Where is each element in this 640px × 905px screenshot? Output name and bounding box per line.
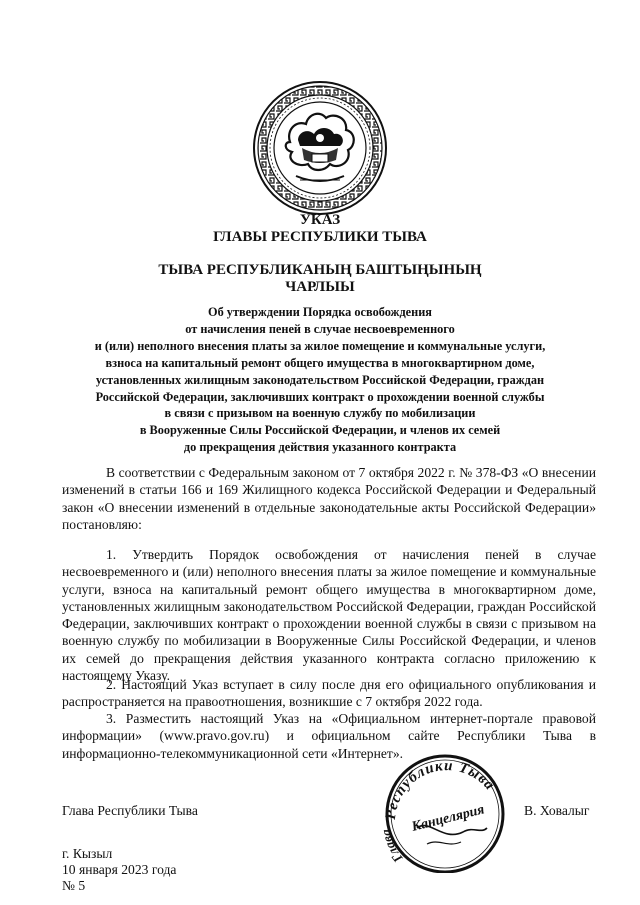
clause-2-paragraph: 2. Настоящий Указ вступает в силу после дня его официального опубликования и распространяется на правоотношения, возникшие с 7 октября 2022 года. xyxy=(62,677,596,710)
title-line: до прекращения действия указанного контракта xyxy=(183,440,457,455)
signatory-name: В. Ховалыг xyxy=(524,803,590,818)
title-line: от начисления пеней в случае несвоевременного xyxy=(185,321,455,336)
issuance-city: г. Кызыл xyxy=(62,846,113,861)
chancellery-stamp-icon xyxy=(377,748,512,873)
title-line: Об утверждении Порядка освобождения xyxy=(208,305,432,319)
issuance-details xyxy=(62,846,176,894)
decree-type-tuvan: ЧАРЛЫЫ xyxy=(285,279,355,295)
svg-text:Глава xyxy=(378,828,406,867)
decree-title xyxy=(60,304,580,456)
decree-number: № 5 xyxy=(62,878,86,893)
title-line: установленных жилищным законодательством Российской Федерации, граждан xyxy=(95,372,545,387)
decree-type: УКАЗ xyxy=(299,212,341,228)
title-line: и (или) неполного внесения платы за жилое помещение и коммунальные услуги, xyxy=(94,338,546,353)
title-line: взноса на капитальный ремонт общего имущества в многоквартирном доме, xyxy=(105,355,535,370)
seal-outer-text: Республики Тыва xyxy=(382,758,498,821)
decree-heading xyxy=(60,212,580,246)
seal-left-text: Глава xyxy=(377,828,406,866)
title-line: в Вооруженные Силы Российской Федерации, и членов их семей xyxy=(139,423,501,438)
title-line: в связи с призывом на военную службу по мобилизации xyxy=(164,406,476,421)
clause-3-paragraph: 3. Разместить настоящий Указ на «Официальном интернет-портале правовой информации» (www.pravo.gov.ru) и официальном сайте Республики Тыва в информационно-телекоммуникационной сети «Интернет». xyxy=(62,711,596,761)
decree-issuer-tuvan: ТЫВА РЕСПУБЛИКАНЫҢ БАШТЫҢЫНЫҢ xyxy=(158,262,482,278)
clause-1-paragraph: 1. Утвердить Порядок освобождения от начисления пеней в случае несвоевременного и (или) неполного внесения платы за жилое помещение и коммунальные услуги, взноса на капитальный ремонт общего имущества в многоквартирном доме, установленных жилищным законодательством Российской Федерации, граждан Российской Федерации, заключивших контракт о прохождении военной службы в связи с призывом на военную службу по мобилизации в Вооруженные Силы Российской Федерации, и членов их семей до прекращения действия указанного контракта согласно приложению к настоящему Указу. xyxy=(62,547,596,684)
tuva-emblem-icon xyxy=(252,80,388,216)
signatory-title: Глава Республики Тыва xyxy=(62,803,198,818)
issuance-date: 10 января 2023 года xyxy=(62,862,177,877)
title-line: Российской Федерации, заключивших контракт о прохождении военной службы xyxy=(95,389,545,404)
decree-heading-tuvan xyxy=(60,262,580,296)
seal-inner-text: Канцелярия xyxy=(410,802,487,835)
preamble-paragraph: В соответствии с Федеральным законом от 7 октября 2022 г. № 378-ФЗ «О внесении изменений в статьи 166 и 169 Жилищного кодекса Российской Федерации и Федеральный закон «О внесении изменений в отдельные законодательные акты Российской Федерации» постановляю: xyxy=(62,465,596,532)
decree-issuer: ГЛАВЫ РЕСПУБЛИКИ ТЫВА xyxy=(213,229,427,245)
